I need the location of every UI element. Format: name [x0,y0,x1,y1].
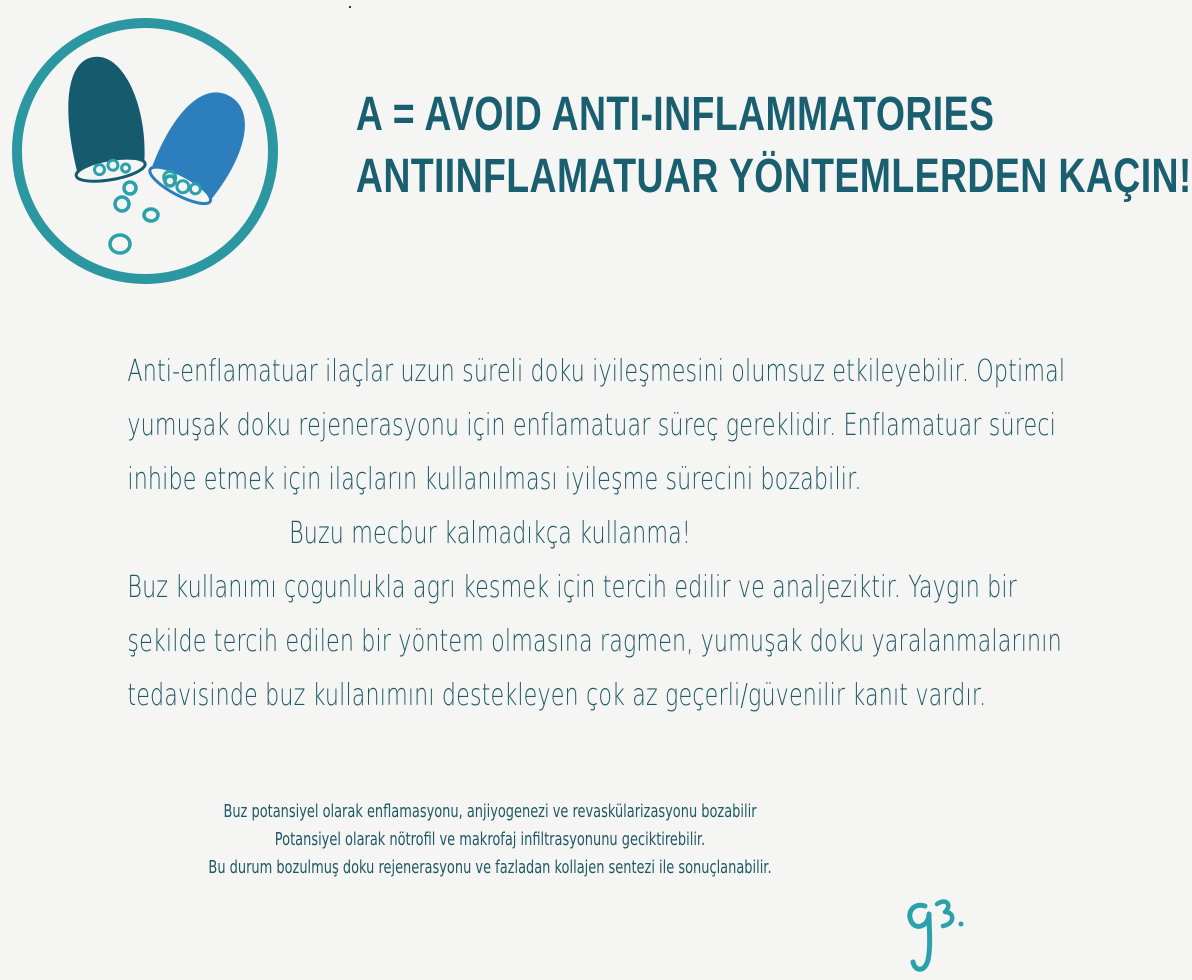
pills-icon [10,16,280,286]
footnote-line: Potansiyel olarak nötrofil ve makrofaj infiltrasyonunu geciktirebilir. [274,829,706,850]
body-line-emphasis: Buzu mecbur kalmadıkça kullanma! [289,516,691,551]
body-line: tedavisinde buz kullanımını destekleyen çok az geçerli/güvenilir kanıt vardır. [127,678,987,713]
body-line: Buz kullanımı çogunlukla agrı kesmek için tercih edilir ve analjeziktir. Yaygın bir [127,570,1017,605]
body-line: Anti-enflamatuar ilaçlar uzun süreli doku iyileşmesini olumsuz etkileyebilir. Optimal [127,354,1066,389]
footnotes [0,798,980,882]
body-line: inhibe etmek için ilaçların kullanılması iyileşme sürecini bozabilir. [127,462,862,497]
page-subtitle: ANTIINFLAMATUAR YÖNTEMLERDEN KAÇIN! [355,150,1192,204]
decorative-dot [349,6,351,8]
footnote-line: Bu durum bozulmuş doku rejenerasyonu ve fazladan kollajen sentezi ile sonuçlanabilir. [208,857,772,878]
title-block [355,84,1192,209]
body-line: yumuşak doku rejenerasyonu için enflamatuar süreç gereklidir. Enflamatuar süreci [127,408,1056,443]
page-title: A = AVOID ANTI-INFLAMMATORIES [355,88,995,141]
main-text [0,345,1066,723]
footnote-line: Buz potansiyel olarak enflamasyonu, anjiyogenezi ve revaskülarizasyonu bozabilir [223,801,757,822]
body-line: şekilde tercih edilen bir yöntem olmasına ragmen, yumuşak doku yaralanmalarının [127,624,1062,659]
signature-logo [895,888,970,978]
